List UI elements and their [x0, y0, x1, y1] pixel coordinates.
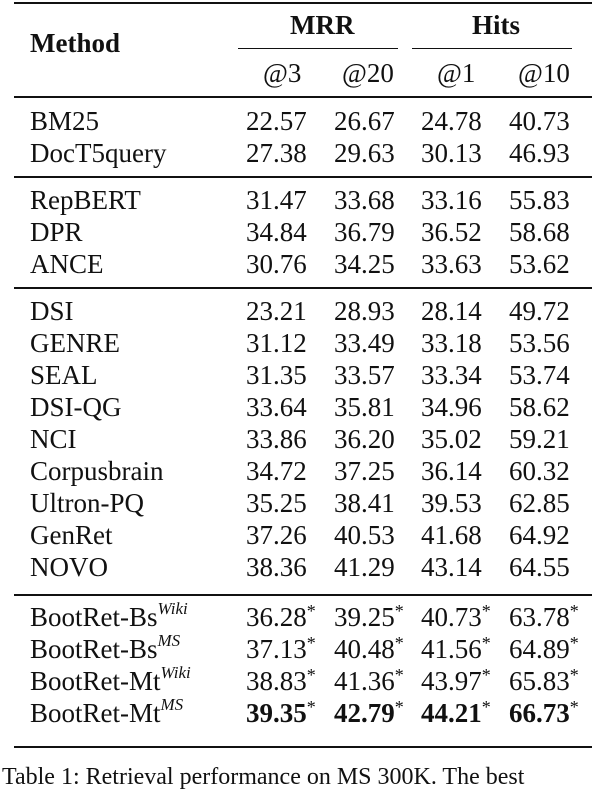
- value-text: 34.25: [334, 249, 395, 279]
- value-text: 40.48: [334, 634, 395, 664]
- value-text: 33.68: [334, 185, 395, 215]
- method-label: DPR: [30, 217, 83, 247]
- method-superscript: MS: [157, 631, 181, 650]
- value-text: 39.25: [334, 602, 395, 632]
- method-cell: [30, 424, 77, 454]
- header-rule: [14, 96, 592, 98]
- method-label: RepBERT: [30, 185, 141, 215]
- value-text: 64.92: [509, 520, 570, 550]
- method-label: NOVO: [30, 552, 108, 582]
- method-label: DSI-QG: [30, 392, 122, 422]
- value-cell: [421, 249, 482, 279]
- value-cell: [421, 634, 491, 664]
- value-text: 36.14: [421, 456, 482, 486]
- value-text: 28.93: [334, 296, 395, 326]
- value-text: 62.85: [509, 488, 570, 518]
- value-cell: [509, 520, 570, 550]
- top-rule: [14, 2, 592, 4]
- value-cell: [334, 698, 404, 728]
- method-superscript: Wiki: [157, 599, 188, 618]
- value-text: 59.21: [509, 424, 570, 454]
- value-cell: [509, 392, 570, 422]
- method-cell: [30, 392, 122, 422]
- value-cell: [334, 296, 395, 326]
- value-text: 42.79: [334, 698, 395, 728]
- value-cell: [246, 249, 307, 279]
- value-cell: [421, 488, 482, 518]
- value-cell: [334, 185, 395, 215]
- method-cell: [30, 520, 112, 550]
- value-text: 34.96: [421, 392, 482, 422]
- bottom-rule: [14, 746, 592, 748]
- method-cell: [30, 599, 188, 632]
- value-cell: [246, 698, 316, 728]
- significance-star: *: [481, 633, 491, 653]
- value-text: 44.21: [421, 698, 482, 728]
- mrr-header: MRR: [290, 10, 355, 40]
- value-text: 33.18: [421, 328, 482, 358]
- value-text: 28.14: [421, 296, 482, 326]
- value-cell: [421, 185, 482, 215]
- value-cell: [246, 456, 307, 486]
- significance-star: *: [481, 601, 491, 621]
- subcol-mrr-20: @20: [342, 58, 394, 88]
- value-text: 41.29: [334, 552, 395, 582]
- value-text: 35.25: [246, 488, 307, 518]
- value-cell: [509, 666, 579, 696]
- value-text: 38.83: [246, 666, 307, 696]
- significance-star: *: [394, 697, 404, 717]
- value-text: 40.53: [334, 520, 395, 550]
- value-cell: [421, 456, 482, 486]
- value-text: 31.35: [246, 360, 307, 390]
- value-cell: [246, 392, 307, 422]
- value-cell: [334, 217, 395, 247]
- value-text: 36.79: [334, 217, 395, 247]
- value-text: 37.25: [334, 456, 395, 486]
- significance-star: *: [306, 665, 316, 685]
- value-cell: [246, 217, 307, 247]
- value-cell: [246, 360, 307, 390]
- value-text: 33.63: [421, 249, 482, 279]
- value-text: 41.56: [421, 634, 482, 664]
- value-cell: [421, 520, 482, 550]
- significance-star: *: [481, 665, 491, 685]
- value-text: 31.12: [246, 328, 307, 358]
- significance-star: *: [481, 697, 491, 717]
- method-label: NCI: [30, 424, 77, 454]
- method-label: BM25: [30, 106, 100, 136]
- value-cell: [421, 698, 491, 728]
- significance-star: *: [394, 601, 404, 621]
- value-cell: [246, 138, 307, 168]
- method-cell: [30, 138, 166, 168]
- value-cell: [421, 666, 491, 696]
- method-label: ANCE: [30, 249, 104, 279]
- method-label: Ultron-PQ: [30, 488, 144, 518]
- value-cell: [246, 185, 307, 215]
- value-text: 40.73: [509, 106, 570, 136]
- value-text: 33.49: [334, 328, 395, 358]
- method-label: Corpusbrain: [30, 456, 164, 486]
- value-cell: [334, 602, 404, 632]
- significance-star: *: [569, 697, 579, 717]
- value-text: 26.67: [334, 106, 395, 136]
- method-cell: [30, 106, 99, 136]
- value-cell: [421, 106, 482, 136]
- value-cell: [334, 488, 395, 518]
- value-text: 66.73: [509, 698, 570, 728]
- method-cell: [30, 488, 144, 518]
- hits-header: Hits: [472, 10, 521, 40]
- value-cell: [421, 296, 482, 326]
- value-cell: [509, 552, 570, 582]
- value-cell: [509, 138, 570, 168]
- value-cell: [246, 424, 307, 454]
- value-cell: [246, 520, 307, 550]
- value-cell: [509, 249, 570, 279]
- method-cell: [30, 296, 74, 326]
- value-cell: [246, 106, 307, 136]
- value-text: 33.34: [421, 360, 482, 390]
- value-cell: [509, 296, 570, 326]
- value-cell: [509, 602, 579, 632]
- subcol-hits-10: @10: [518, 58, 570, 88]
- value-cell: [509, 634, 579, 664]
- value-cell: [334, 360, 395, 390]
- group-rule: [14, 594, 592, 596]
- method-superscript: MS: [160, 695, 184, 714]
- method-label: BootRet-Bs: [30, 634, 158, 664]
- value-text: 58.68: [509, 217, 570, 247]
- value-cell: [246, 602, 316, 632]
- value-cell: [246, 328, 307, 358]
- value-text: 35.81: [334, 392, 395, 422]
- value-cell: [334, 328, 395, 358]
- value-cell: [509, 456, 570, 486]
- method-superscript: Wiki: [160, 663, 191, 682]
- group-rule: [14, 287, 592, 289]
- method-header: Method: [30, 28, 120, 58]
- method-cell: [30, 328, 120, 358]
- value-text: 35.02: [421, 424, 482, 454]
- value-text: 64.55: [509, 552, 570, 582]
- significance-star: *: [306, 601, 316, 621]
- value-text: 58.62: [509, 392, 570, 422]
- value-text: 65.83: [509, 666, 570, 696]
- method-cell: [30, 456, 163, 486]
- significance-star: *: [306, 633, 316, 653]
- value-text: 36.20: [334, 424, 395, 454]
- significance-star: *: [394, 633, 404, 653]
- value-text: 40.73: [421, 602, 482, 632]
- method-label: BootRet-Mt: [30, 666, 161, 696]
- value-text: 22.57: [246, 106, 307, 136]
- value-cell: [246, 552, 307, 582]
- subcol-mrr-3: @3: [263, 58, 302, 88]
- significance-star: *: [569, 601, 579, 621]
- value-cell: [421, 424, 482, 454]
- value-cell: [334, 552, 395, 582]
- significance-star: *: [569, 665, 579, 685]
- value-cell: [246, 666, 316, 696]
- value-text: 39.53: [421, 488, 482, 518]
- method-label: GenRet: [30, 520, 113, 550]
- value-cell: [246, 634, 316, 664]
- method-label: BootRet-Mt: [30, 698, 161, 728]
- value-cell: [421, 392, 482, 422]
- value-text: 33.16: [421, 185, 482, 215]
- subcol-hits-1: @1: [437, 58, 476, 88]
- value-cell: [334, 634, 404, 664]
- significance-star: *: [394, 665, 404, 685]
- value-text: 53.74: [509, 360, 570, 390]
- value-text: 27.38: [246, 138, 307, 168]
- value-text: 29.63: [334, 138, 395, 168]
- hits-cmidrule: [412, 48, 572, 49]
- value-text: 33.86: [246, 424, 307, 454]
- value-text: 43.97: [421, 666, 482, 696]
- value-text: 30.76: [246, 249, 307, 279]
- value-text: 24.78: [421, 106, 482, 136]
- value-cell: [509, 217, 570, 247]
- method-label: DocT5query: [30, 138, 167, 168]
- value-text: 33.64: [246, 392, 307, 422]
- value-text: 34.84: [246, 217, 307, 247]
- method-cell: [30, 185, 141, 215]
- significance-star: *: [306, 697, 316, 717]
- value-cell: [334, 520, 395, 550]
- table-caption: Table 1: Retrieval performance on MS 300K. The best: [2, 764, 525, 790]
- value-cell: [509, 185, 570, 215]
- method-label: DSI: [30, 296, 74, 326]
- value-cell: [509, 106, 570, 136]
- method-cell: [30, 663, 191, 696]
- value-cell: [246, 296, 307, 326]
- value-text: 63.78: [509, 602, 570, 632]
- value-cell: [421, 360, 482, 390]
- method-cell: [30, 217, 83, 247]
- value-cell: [509, 698, 579, 728]
- value-cell: [421, 552, 482, 582]
- method-cell: [30, 631, 181, 664]
- value-text: 38.41: [334, 488, 395, 518]
- value-text: 64.89: [509, 634, 570, 664]
- method-label: GENRE: [30, 328, 120, 358]
- value-cell: [334, 456, 395, 486]
- value-cell: [509, 328, 570, 358]
- value-cell: [509, 360, 570, 390]
- value-text: 53.56: [509, 328, 570, 358]
- value-text: 55.83: [509, 185, 570, 215]
- value-cell: [334, 249, 395, 279]
- value-cell: [509, 488, 570, 518]
- value-text: 49.72: [509, 296, 570, 326]
- value-cell: [334, 666, 404, 696]
- value-text: 31.47: [246, 185, 307, 215]
- value-text: 46.93: [509, 138, 570, 168]
- value-text: 41.68: [421, 520, 482, 550]
- value-cell: [509, 424, 570, 454]
- value-cell: [246, 488, 307, 518]
- group-rule: [14, 176, 592, 178]
- value-text: 37.26: [246, 520, 307, 550]
- value-cell: [421, 138, 482, 168]
- value-text: 43.14: [421, 552, 482, 582]
- value-text: 41.36: [334, 666, 395, 696]
- value-cell: [421, 217, 482, 247]
- method-cell: [30, 249, 104, 279]
- value-text: 23.21: [246, 296, 307, 326]
- method-label: SEAL: [30, 360, 98, 390]
- method-cell: [30, 552, 108, 582]
- value-text: 30.13: [421, 138, 482, 168]
- method-label: BootRet-Bs: [30, 602, 158, 632]
- value-text: 33.57: [334, 360, 395, 390]
- value-text: 53.62: [509, 249, 570, 279]
- mrr-cmidrule: [238, 48, 398, 49]
- value-cell: [421, 602, 491, 632]
- value-text: 37.13: [246, 634, 307, 664]
- method-cell: [30, 695, 184, 728]
- value-cell: [421, 328, 482, 358]
- value-text: 39.35: [246, 698, 307, 728]
- value-text: 34.72: [246, 456, 307, 486]
- significance-star: *: [569, 633, 579, 653]
- value-text: 38.36: [246, 552, 307, 582]
- value-text: 36.52: [421, 217, 482, 247]
- value-cell: [334, 424, 395, 454]
- method-cell: [30, 360, 98, 390]
- value-text: 36.28: [246, 602, 307, 632]
- value-text: 60.32: [509, 456, 570, 486]
- value-cell: [334, 106, 395, 136]
- value-cell: [334, 138, 395, 168]
- value-cell: [334, 392, 395, 422]
